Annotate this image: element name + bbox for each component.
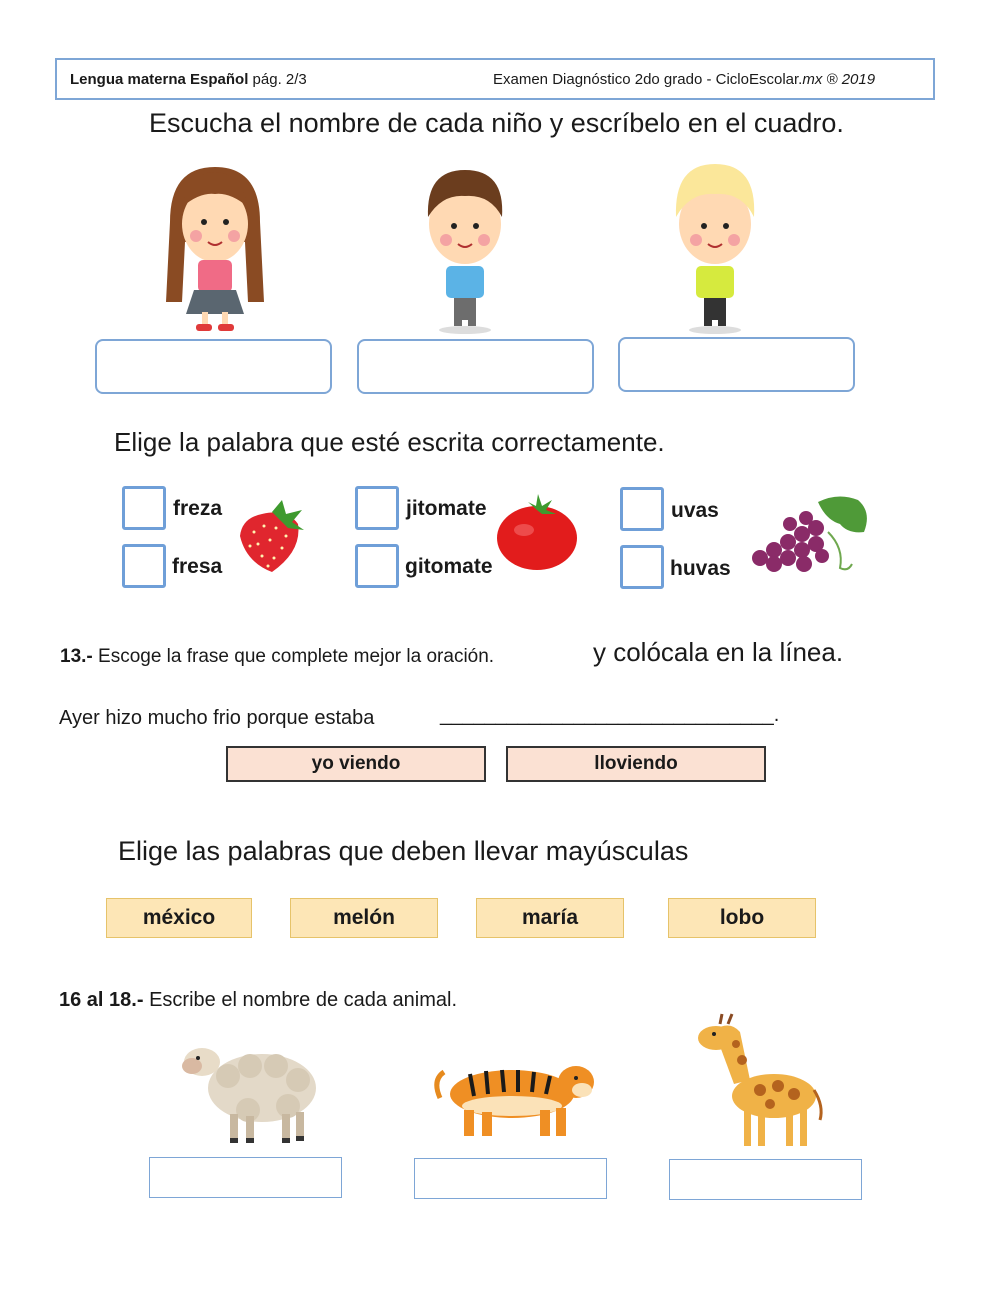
tomato-icon: [494, 492, 580, 574]
question-13-instruction-extra: y colócala en la línea.: [593, 637, 844, 667]
names-instruction: Escucha el nombre de cada niño y escríbelo en el cuadro.: [149, 108, 844, 138]
giraffe-illustration: [690, 1010, 830, 1150]
child-name-input-3[interactable]: [618, 337, 855, 392]
header-exam: Examen Diagnóstico 2do grado - CicloEscolar.mx ® 2019: [493, 70, 876, 88]
question-16-18-instruction: 16 al 18.- Escribe el nombre de cada animal.: [59, 989, 458, 1011]
blond-boy-illustration: [660, 162, 770, 337]
boy-illustration: [410, 162, 520, 337]
girl-illustration: [160, 162, 270, 337]
page-header: [55, 58, 935, 100]
animal-name-input-sheep[interactable]: [149, 1157, 342, 1198]
option-label: gitomate: [405, 555, 493, 578]
child-name-input-1[interactable]: [95, 339, 332, 394]
tiger-illustration: [430, 1050, 600, 1142]
child-name-input-2[interactable]: [357, 339, 594, 394]
word-option-mexico[interactable]: méxico: [106, 898, 252, 938]
word-option-maria[interactable]: maría: [476, 898, 624, 938]
sentence-text: Ayer hizo mucho frio porque estaba: [59, 707, 375, 729]
checkbox-freza[interactable]: [122, 486, 166, 530]
sheep-illustration: [178, 1036, 320, 1148]
capitals-instruction: Elige las palabras que deben llevar mayúsculas: [118, 836, 689, 866]
option-label: jitomate: [406, 497, 487, 520]
word-option-lobo[interactable]: lobo: [668, 898, 816, 938]
checkbox-huvas[interactable]: [620, 545, 664, 589]
checkbox-gitomate[interactable]: [355, 544, 399, 588]
option-label: uvas: [671, 499, 719, 522]
phrase-option-yo-viendo[interactable]: yo viendo: [226, 746, 486, 782]
animal-name-input-giraffe[interactable]: [669, 1159, 862, 1200]
word-option-melon[interactable]: melón: [290, 898, 438, 938]
spelling-instruction: Elige la palabra que esté escrita correctamente.: [114, 427, 665, 457]
checkbox-uvas[interactable]: [620, 487, 664, 531]
option-label: fresa: [172, 555, 223, 578]
header-subject: Lengua materna Español pág. 2/3: [70, 70, 307, 88]
option-label: freza: [173, 497, 223, 520]
strawberry-icon: [232, 496, 308, 576]
option-label: huvas: [670, 557, 731, 580]
checkbox-jitomate[interactable]: [355, 486, 399, 530]
checkbox-fresa[interactable]: [122, 544, 166, 588]
phrase-option-lloviendo[interactable]: lloviendo: [506, 746, 766, 782]
sentence-blank[interactable]: ______________________________.: [440, 704, 780, 726]
animal-name-input-tiger[interactable]: [414, 1158, 607, 1199]
grapes-icon: [748, 492, 876, 578]
question-13-instruction: 13.- Escoge la frase que complete mejor la oración.: [60, 646, 495, 667]
